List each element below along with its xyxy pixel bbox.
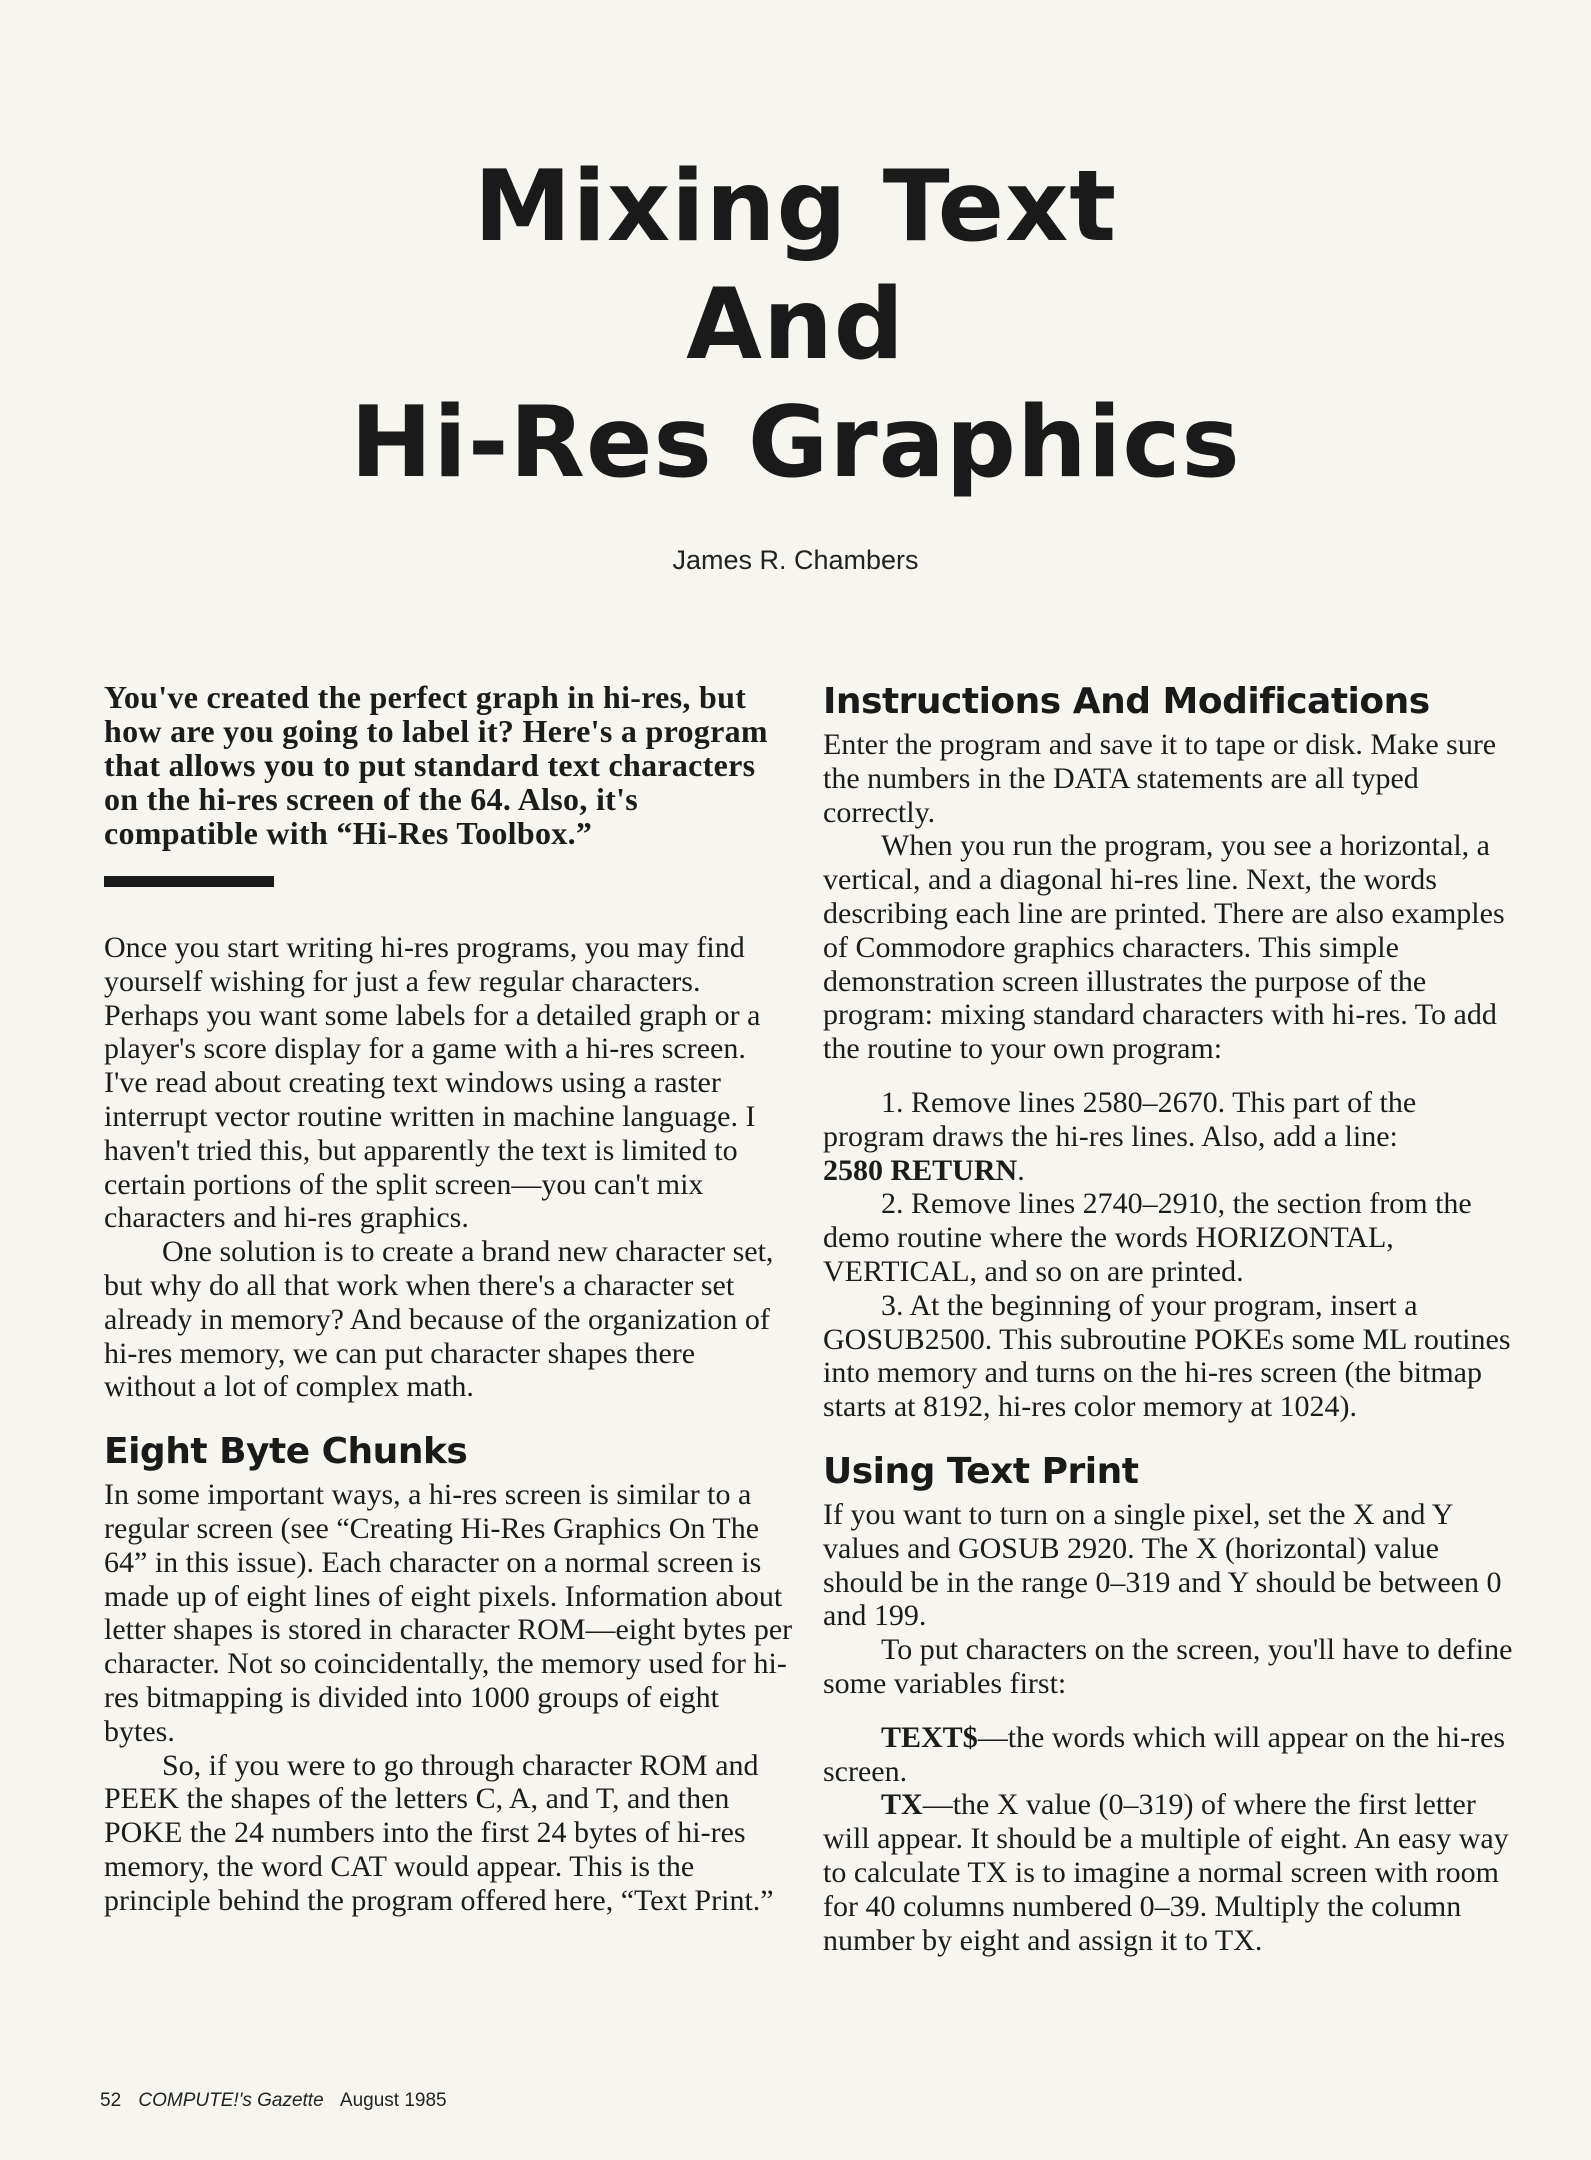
step-1: 1. Remove lines 2580–2670. This part of the program draws the hi-res lines. Also, add a line: 2580 RETURN. (823, 1085, 1417, 1187)
page-footer (100, 2090, 459, 2112)
left-paragraph-2: One solution is to create a brand new character set, but why do all that work when there's a character set already in memory? And because of the organization of hi-res memory, we can put character shapes there without a lot of complex math. (104, 1235, 774, 1404)
title-line-2: And (686, 268, 905, 382)
variable-text-desc: —the words which will appear on the hi-res screen. (823, 1720, 1506, 1788)
step-2: 2. Remove lines 2740–2910, the section from the demo routine where the words HORIZONTAL, VERTICAL, and so on are printed. (823, 1187, 1472, 1288)
variable-tx (823, 1788, 1513, 1957)
step-1-text: 1. Remove lines 2580–2670. This part of the program draws the hi-res lines. Also, add a line: (823, 1085, 1417, 1153)
deck: You've created the perfect graph in hi-res, but how are you going to label it? Here's a program that allows you to put standard text characters on the hi-res screen of the 64. Also, it's compatible with “Hi-Res Toolbox.” (104, 679, 768, 851)
right-paragraph-1: Enter the program and save it to tape or disk. Make sure the numbers in the DATA statements are all typed correctly. (823, 728, 1497, 829)
heading-using-text-print: Using Text Print (823, 1450, 1139, 1492)
title-line-1: Mixing Text (473, 150, 1118, 264)
right-paragraph-2: When you run the program, you see a horizontal, a vertical, and a diagonal hi-res line. Next, the words describing each line are printed. There are also examples of Commodore graphics characters. This simple demonstration screen illustrates the purpose of the program: mixing standard characters with hi-res. To add the routine to your own program: (823, 829, 1505, 1066)
article-title (0, 148, 1591, 502)
right-column (823, 680, 1513, 1957)
right-paragraph-4: To put characters on the screen, you'll have to define some variables first: (823, 1633, 1513, 1700)
right-paragraph-3: If you want to turn on a single pixel, set the X and Y values and GOSUB 2920. The X (horizontal) value should be in the range 0–319 and Y should be between 0 and 199. (823, 1497, 1502, 1633)
page-number: 52 (100, 2090, 122, 2111)
step-3: 3. At the beginning of your program, insert a GOSUB2500. This subroutine POKEs some ML routines into memory and turns on the hi-res screen (the bitmap starts at 8192, hi-res color memory at 1024). (823, 1288, 1511, 1424)
deck-rule (104, 876, 274, 887)
magazine-name: COMPUTE!'s Gazette (138, 2090, 324, 2111)
variable-tx-desc: —the X value (0–319) of where the first letter will appear. It should be a multiple of eight. An easy way to calculate TX is to imagine a normal screen with room for 40 columns numbered 0–39. Multiply the column number by eight and assign it to TX. (823, 1788, 1509, 1957)
left-column (104, 680, 794, 1918)
left-paragraph-1: Once you start writing hi-res programs, you may find yourself wishing for just a few regular characters. Perhaps you want some labels for a detailed graph or a player's score display for a game with a hi-res screen. I've read about creating text windows using a raster interrupt vector routine written in machine language. I haven't tried this, but apparently the text is limited to certain portions of the split screen—you can't mix characters and hi-res graphics. (104, 931, 761, 1235)
variable-text (823, 1721, 1513, 1789)
step-1-code: 2580 RETURN (823, 1153, 1018, 1187)
left-paragraph-3: In some important ways, a hi-res screen is similar to a regular screen (see “Creating Hi-Res Graphics On The 64” in this issue). Each character on a normal screen is made up of eight lines of eight pixels. Information about letter shapes is stored in character ROM—eight bytes per character. Not so coincidentally, the memory used for hi-res bitmapping is divided into 1000 groups of eight bytes. (104, 1478, 793, 1748)
heading-instructions: Instructions And Modifications (823, 681, 1430, 722)
issue-date: August 1985 (339, 2090, 447, 2111)
heading-eight-byte-chunks: Eight Byte Chunks (104, 1431, 468, 1473)
variable-tx-name: TX (881, 1788, 923, 1822)
left-paragraph-4: So, if you were to go through character ROM and PEEK the shapes of the letters C, A, and T, and then POKE the 24 numbers into the first 24 bytes of hi-res memory, the word CAT would appear. This is the principle behind the program offered here, “Text Print.” (104, 1748, 774, 1917)
byline: James R. Chambers (672, 545, 919, 575)
title-line-3: Hi-Res Graphics (350, 386, 1241, 500)
variable-text-name: TEXT$ (881, 1720, 978, 1754)
